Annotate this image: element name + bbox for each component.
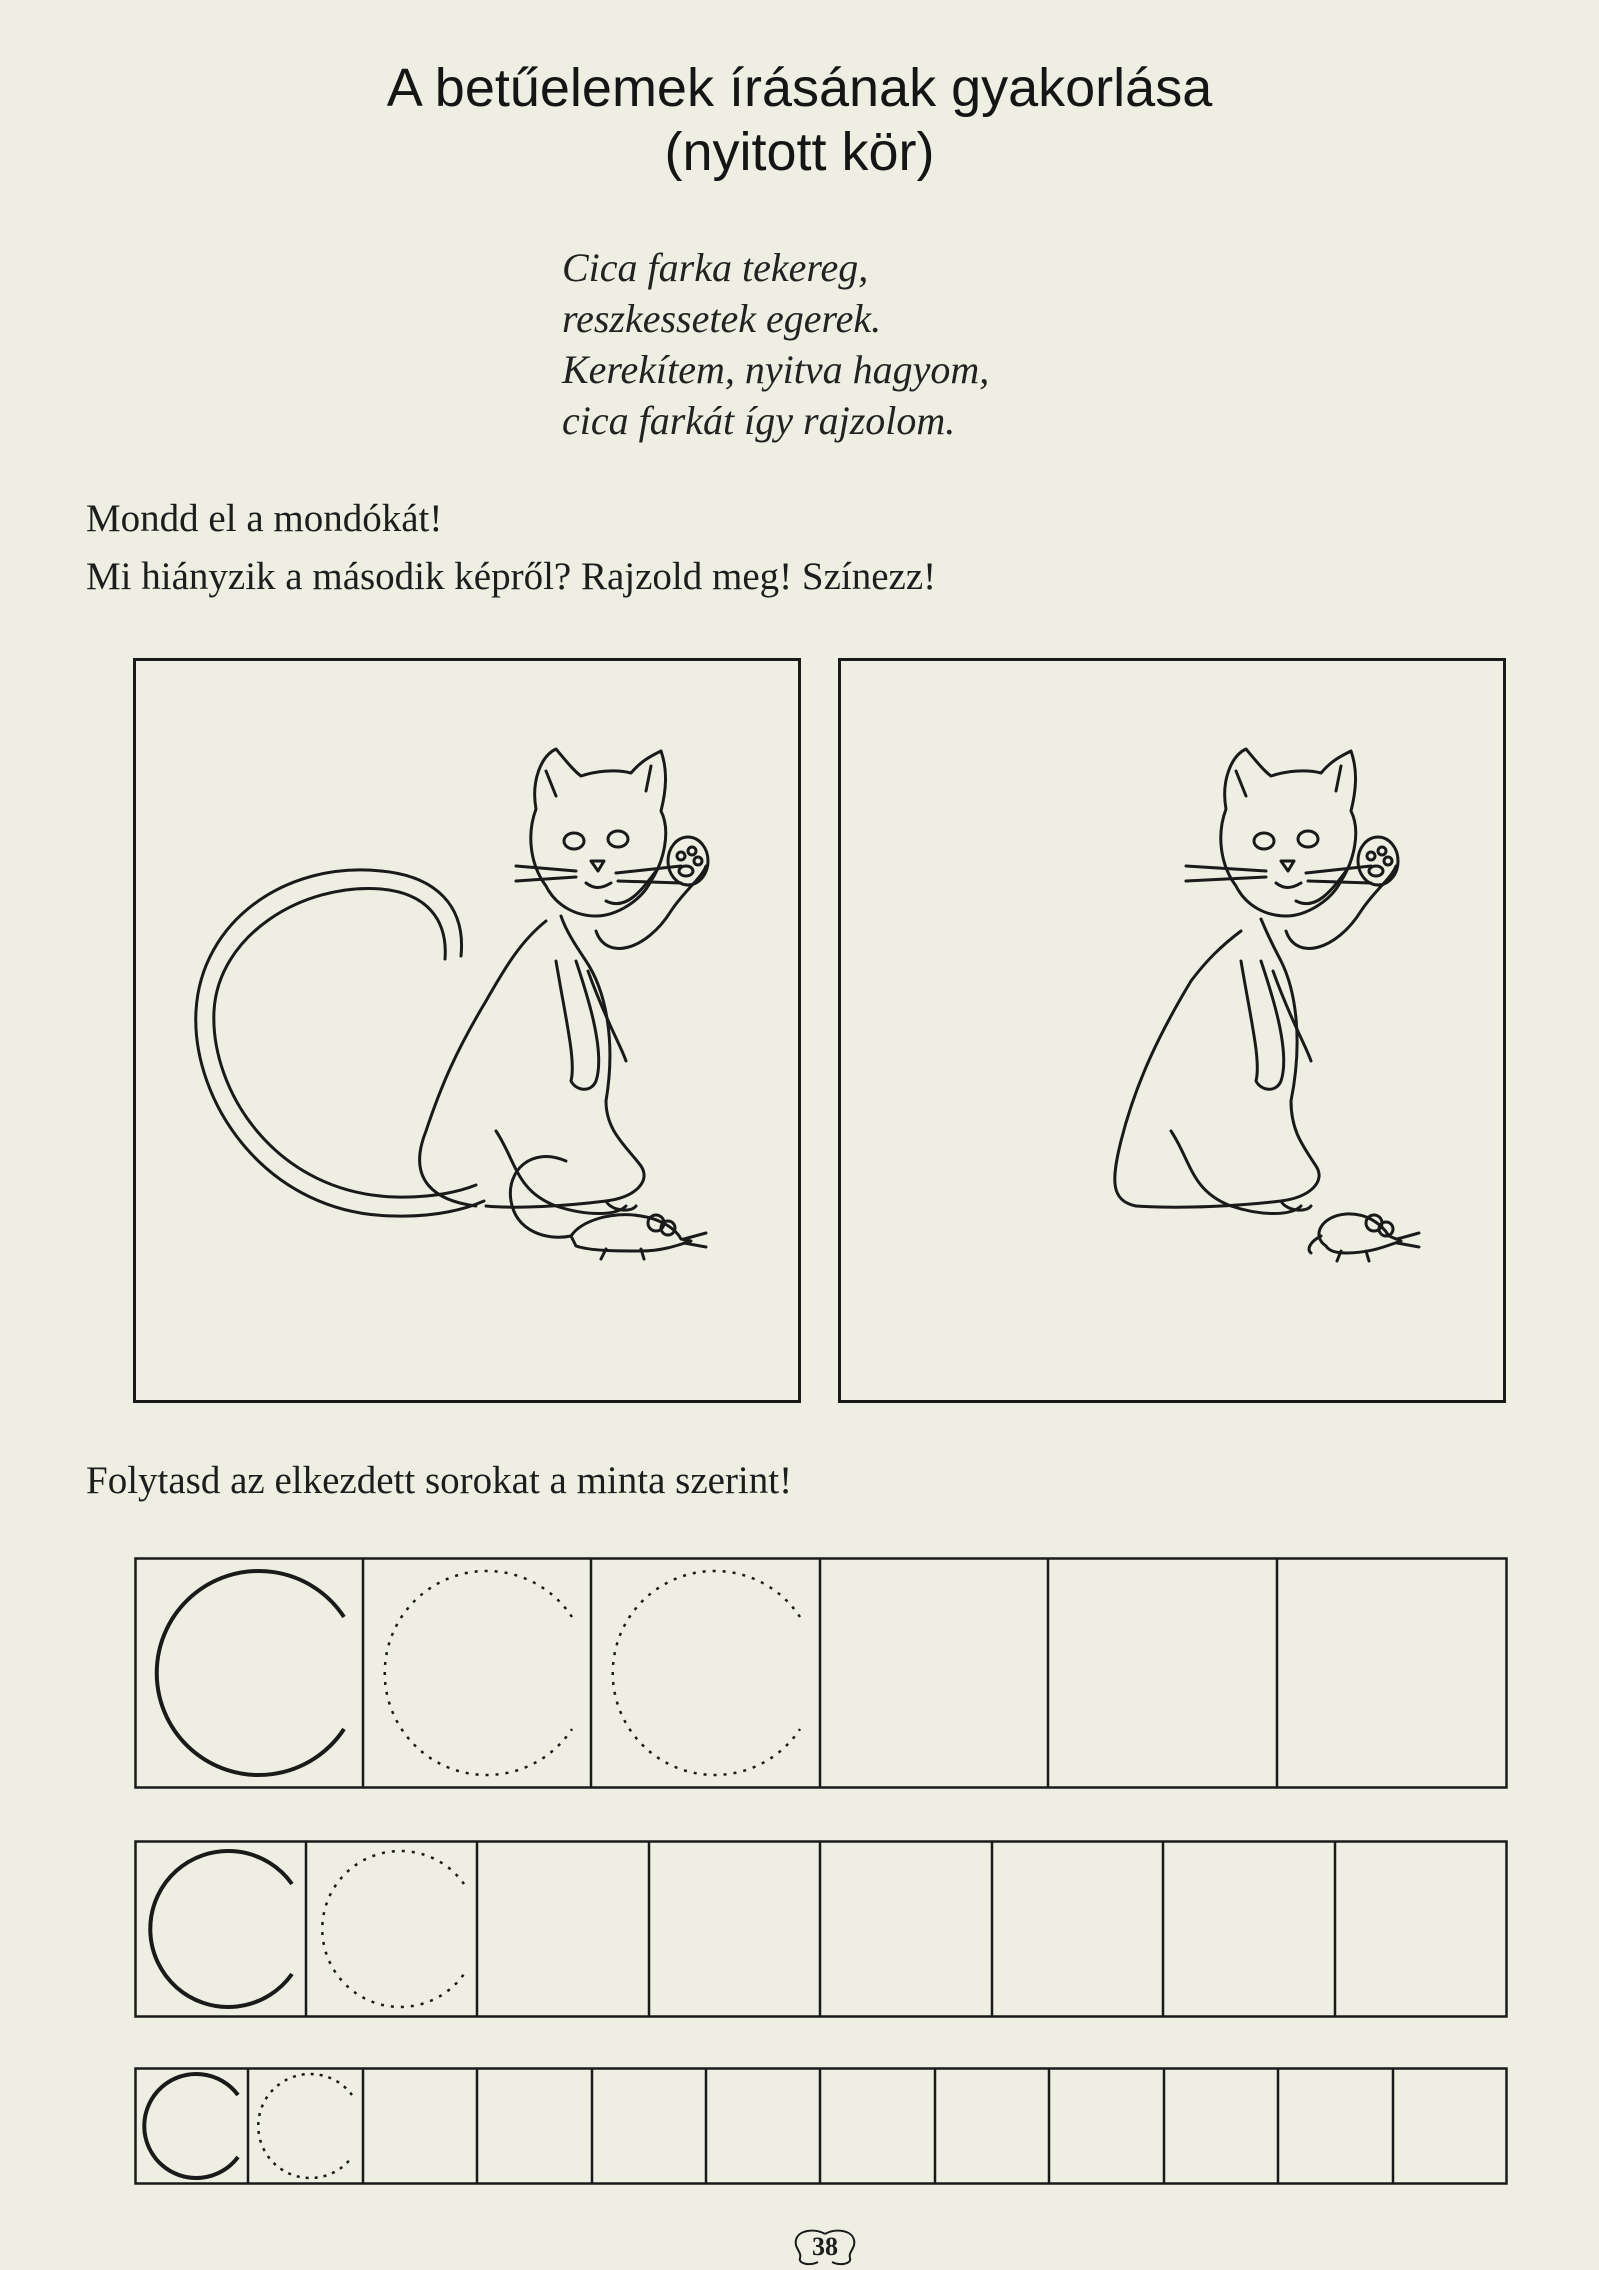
practice-row-large [134,1557,1508,1789]
c-letter-dotted [322,1851,464,2007]
poem-line: reszkessetek egerek. [562,296,882,341]
poem [562,242,989,446]
cat-with-tail-icon [136,661,798,1400]
poem-line: cica farkát így rajzolom. [562,398,956,443]
practice-row-medium [134,1840,1508,2018]
cat-without-tail-icon [841,661,1503,1400]
page-number: 38 [812,2232,838,2261]
c-letter-sample [144,2074,238,2178]
instruction-recite: Mondd el a mondókát! [86,497,443,540]
page-footer [770,2228,880,2266]
page-title: A betűelemek írásának gyakorlása [386,58,1213,118]
c-letter-sample [157,1571,344,1775]
picture-missing-tail [838,658,1506,1403]
poem-line: Kerekítem, nyitva hagyom, [562,347,990,392]
instruction-missing: Mi hiányzik a második képről? Rajzold meg! Színezz! [86,555,937,598]
instruction-continue: Folytasd az elkezdett sorokat a minta szerint! [86,1459,793,1502]
page-subtitle: (nyitott kör) [664,122,935,182]
c-letter-sample [150,1851,292,2007]
c-letter-dotted [613,1571,800,1775]
c-letter-dotted [385,1571,572,1775]
c-letter-dotted [258,2074,352,2178]
poem-line: Cica farka tekereg, [562,245,869,290]
picture-with-tail [133,658,801,1403]
practice-row-small [134,2067,1508,2185]
